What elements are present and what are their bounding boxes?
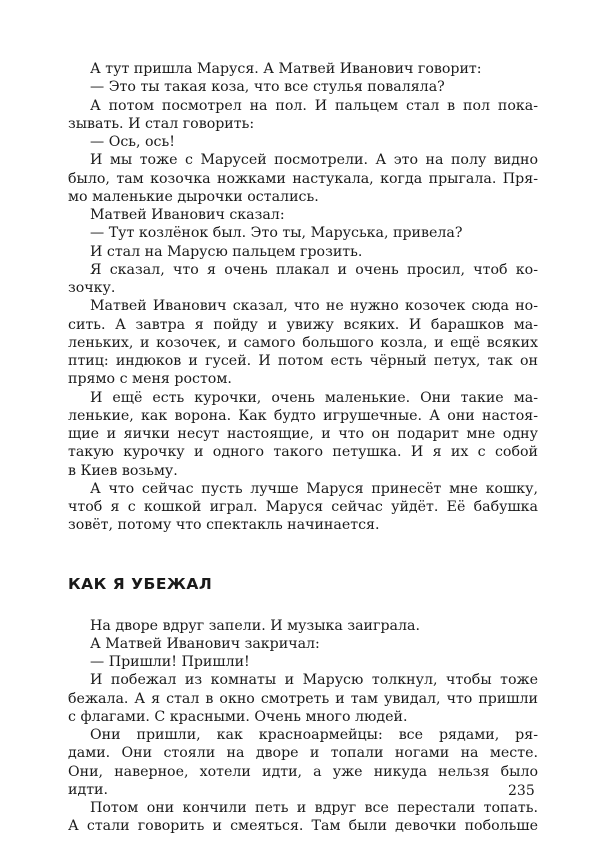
- text-line: Я сказал, что я очень плакал и очень просил, чтоб ко-: [90, 261, 538, 278]
- text-line: прямо с меня ростом.: [68, 371, 232, 388]
- paragraph: [68, 671, 538, 726]
- text-line: Они пришли, как красноармейцы: все рядами, ря-: [90, 727, 538, 743]
- page-body: [68, 60, 538, 836]
- text-line: — Ось, ось!: [90, 134, 175, 150]
- paragraph: [68, 151, 538, 206]
- text-line: А что сейчас пусть лучше Маруся принесёт мне кошку,: [90, 480, 538, 497]
- section-text-1: [68, 60, 538, 535]
- text-line: А потом посмотрел на пол. И пальцем стал в пол пока-: [90, 97, 538, 114]
- text-line: — Тут козлёнок был. Это ты, Маруська, привела?: [90, 225, 463, 242]
- text-line: Матвей Иванович сказал, что не нужно козочек сюда но-: [90, 298, 538, 315]
- paragraph: [68, 799, 538, 836]
- paragraph: [68, 635, 538, 653]
- text-line: А стали говорить и смеяться. Там были девочки побольше: [68, 818, 538, 835]
- text-line: А тут пришла Маруся. А Матвей Иванович говорит:: [90, 61, 482, 77]
- paragraph: [68, 206, 538, 224]
- text-line: такую курочку и одного такого петушка. И я их с собой: [68, 444, 538, 461]
- paragraph: [68, 224, 538, 242]
- text-line: зовёт, потому что спектакль начинается.: [68, 517, 380, 534]
- text-line: На дворе вдруг запели. И музыка заиграла.: [90, 617, 420, 634]
- text-line: сить. А завтра я пойду и увижу всяких. И барашков ма-: [68, 316, 538, 333]
- text-line: птиц: индюков и гусей. И потом есть чёрный петух, так он: [68, 353, 538, 369]
- text-line: леньких, и козочек, и самого большого козла, и ещё всяких: [68, 334, 538, 351]
- page-number: 235: [508, 783, 535, 799]
- text-line: И побежал из комнаты и Марусю толкнул, чтобы тоже: [90, 672, 538, 689]
- text-line: ленькие, как ворона. Как будто игрушечные. А они настоя-: [68, 407, 538, 424]
- text-line: дами. Они стояли на дворе и топали ногами на месте.: [68, 745, 538, 762]
- chapter-heading: КАК Я УБЕЖАЛ: [68, 574, 213, 593]
- text-line: И стал на Марусю пальцем грозить.: [90, 243, 363, 260]
- text-line: — Пришли! Пришли!: [90, 654, 250, 670]
- paragraph: [68, 389, 538, 480]
- text-line: бежала. А я стал в окно смотреть и там увидал, что пришли: [68, 690, 538, 707]
- text-line: с флагами. С красными. Очень много людей.: [68, 708, 408, 725]
- paragraph: [68, 261, 538, 298]
- text-line: было, там козочка ножками настукала, когда прыгала. Пря-: [68, 170, 538, 187]
- paragraph: [68, 617, 538, 635]
- paragraph: [68, 97, 538, 134]
- text-line: в Киев возьму.: [68, 462, 178, 479]
- text-line: зочку.: [68, 280, 116, 296]
- paragraph: [68, 133, 538, 151]
- paragraph: [68, 480, 538, 535]
- section-text-2: [68, 617, 538, 836]
- text-line: чтоб я с кошкой играл. Маруся сейчас уйдёт. Её бабушка: [68, 499, 538, 515]
- paragraph: [68, 653, 538, 671]
- text-line: А Матвей Иванович закричал:: [90, 635, 320, 652]
- paragraph: [68, 60, 538, 78]
- text-line: мо маленькие дырочки остались.: [68, 188, 319, 205]
- text-line: идти.: [68, 781, 109, 798]
- text-line: Матвей Иванович сказал:: [90, 207, 285, 223]
- text-line: Они, наверное, хотели идти, а уже никуда нельзя было: [68, 763, 538, 780]
- paragraph: [68, 297, 538, 388]
- text-line: И ещё есть курочки, очень маленькие. Они такие ма-: [90, 389, 538, 406]
- text-line: И мы тоже с Марусей посмотрели. А это на полу видно: [90, 152, 538, 169]
- text-line: — Это ты такая коза, что все стулья повалялa?: [90, 79, 445, 96]
- paragraph: [68, 726, 538, 799]
- text-line: щие и яички несут настоящие, и что он подарит мне одну: [68, 426, 538, 442]
- text-line: Потом они кончили петь и вдруг все перестали топать.: [90, 800, 538, 816]
- paragraph: [68, 243, 538, 261]
- text-line: зывать. И стал говорить:: [68, 115, 255, 132]
- paragraph: [68, 78, 538, 96]
